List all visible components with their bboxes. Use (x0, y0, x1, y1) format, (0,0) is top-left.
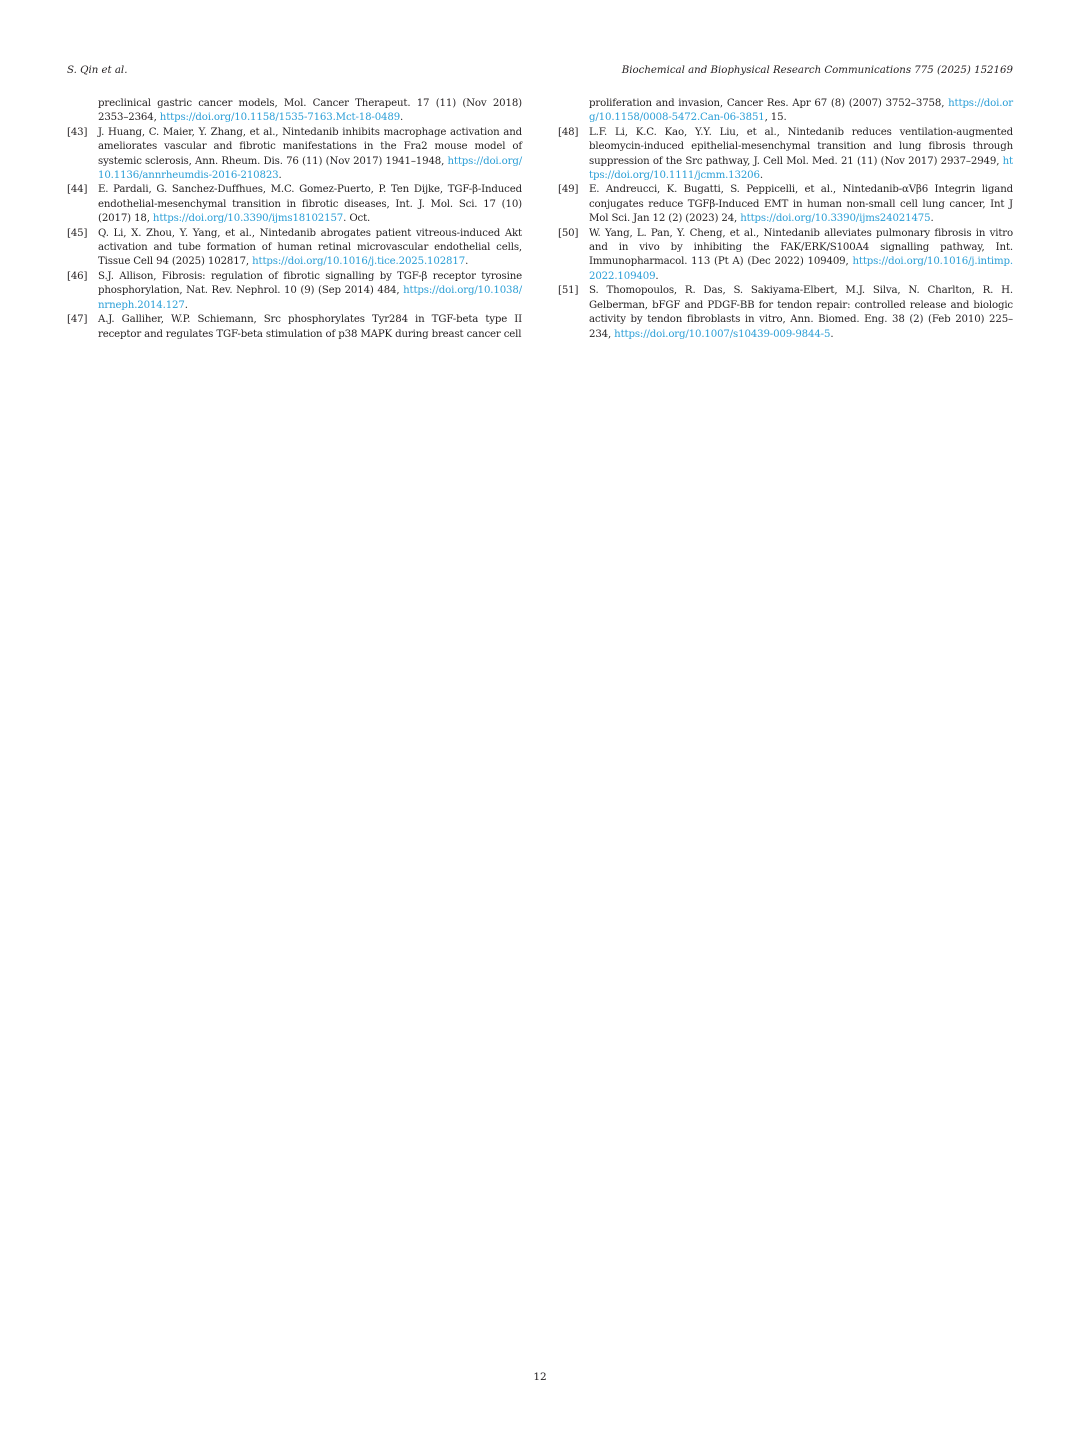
reference-text (98, 183, 522, 226)
reference-citation: S.J. Allison, Fibrosis: regulation of fibrotic signalling by TGF-β receptor tyrosine phosphorylation, Nat. Rev. Nephrol. 10 (9) (Sep 2014) 484, (98, 270, 522, 297)
reference-suffix: . (830, 328, 834, 340)
doi-link[interactable]: https://doi.org/10.1158/0008-5472.Can-06-3851 (589, 98, 1013, 124)
page-number: 12 (533, 1371, 547, 1383)
reference-item (558, 227, 1013, 285)
reference-suffix: , 15. (764, 112, 787, 124)
reference-number: [45] (67, 227, 88, 239)
doi-link[interactable]: https://doi.org/10.3390/ijms18102157 (152, 213, 344, 225)
doi-link[interactable]: https://doi.org/10.1038/nrneph.2014.127 (98, 285, 522, 311)
reference-suffix: . (759, 170, 763, 182)
reference-citation: preclinical gastric cancer models, Mol. Cancer Therapeut. 17 (11) (Nov 2018) 2353–2364, (98, 98, 522, 124)
reference-item (67, 183, 522, 226)
reference-item (67, 126, 522, 184)
reference-item (558, 183, 1013, 226)
reference-text (589, 126, 1013, 184)
reference-citation: proliferation and invasion, Cancer Res. Apr 67 (8) (2007) 3752–3758, (589, 98, 949, 109)
doi-link[interactable]: https://doi.org/10.3390/ijms24021475 (740, 213, 931, 225)
right-column (558, 97, 1013, 342)
reference-suffix: . (184, 299, 188, 311)
reference-text (589, 284, 1013, 342)
reference-text (98, 97, 522, 126)
reference-number: [46] (67, 270, 88, 282)
doi-link[interactable]: https://doi.org/10.1016/j.tice.2025.102817 (252, 256, 466, 268)
reference-item (67, 227, 522, 270)
reference-number: [50] (558, 227, 579, 239)
running-head-journal: Biochemical and Biophysical Research Communications 775 (2025) 152169 (621, 65, 1013, 76)
reference-citation: Q. Li, X. Zhou, Y. Yang, et al., Nintedanib abrogates patient vitreous-induced Akt activation and tube formation of human retinal microvascular endothelial cells, Tissue Cell 94 (2025) 102817, (98, 227, 522, 268)
reference-citation: A.J. Galliher, W.P. Schiemann, Src phosphorylates Tyr284 in TGF-beta type II receptor and regulates TGF-beta stimulation of p38 MAPK during breast cancer cell (98, 314, 522, 340)
reference-text (589, 227, 1013, 285)
reference-number: [44] (67, 184, 88, 196)
doi-link[interactable]: https://doi.org/10.1158/1535-7163.Mct-18-0489 (159, 112, 401, 124)
doi-link[interactable]: https://doi.org/10.1136/annrheumdis-2016-210823 (98, 155, 522, 182)
reference-suffix: . (930, 213, 934, 225)
reference-number: [43] (67, 126, 88, 138)
left-column (67, 97, 522, 342)
reference-citation: S. Thomopoulos, R. Das, S. Sakiyama-Elbert, M.J. Silva, N. Charlton, R. H. Gelberman, bFGF and PDGF-BB for tendon repair: controlled release and biologic activity by tendon fibroblasts in vitro, Ann. Biomed. Eng. 38 (2) (Feb 2010) 225–234, (589, 285, 1013, 340)
reference-text (98, 270, 522, 313)
reference-citation: E. Pardali, G. Sanchez-Duffhues, M.C. Gomez-Puerto, P. Ten Dijke, TGF-β-Induced endothelial-mesenchymal transition in fibrotic diseases, Int. J. Mol. Sci. 17 (10) (2017) 18, (98, 184, 522, 225)
reference-citation: L.F. Li, K.C. Kao, Y.Y. Liu, et al., Nintedanib reduces ventilation-augmented bleomycin-induced epithelial-mesenchymal transition and lung fibrosis through suppression of the Src pathway, J. Cell Mol. Med. 21 (11) (Nov 2017) 2937–2949, (589, 126, 1013, 167)
reference-suffix: . (400, 112, 404, 124)
reference-citation: J. Huang, C. Maier, Y. Zhang, et al., Nintedanib inhibits macrophage activation and ameliorates vascular and fibrotic manifestations in the Fra2 mouse model of systemic sclerosis, Ann. Rheum. Dis. 76 (11) (Nov 2017) 1941–1948, (98, 126, 522, 167)
reference-number: [47] (67, 314, 88, 326)
reference-number: [48] (558, 126, 579, 138)
reference-text (98, 313, 522, 342)
running-head (67, 64, 1013, 78)
reference-text (98, 126, 522, 184)
reference-list (67, 97, 1013, 342)
reference-item (558, 284, 1013, 342)
doi-link[interactable]: https://doi.org/10.1007/s10439-009-9844-5 (614, 328, 831, 340)
reference-citation: W. Yang, L. Pan, Y. Cheng, et al., Nintedanib alleviates pulmonary fibrosis in vitro and in vivo by inhibiting the FAK/ERK/S100A4 signalling pathway, Int. Immunopharmacol. 113 (Pt A) (Dec 2022) 109409, (589, 227, 1013, 268)
reference-text (589, 183, 1013, 226)
reference-item (558, 97, 1013, 126)
reference-text (589, 97, 1013, 126)
reference-item (67, 97, 522, 126)
reference-item (558, 126, 1013, 184)
reference-text (98, 227, 522, 270)
reference-number: [51] (558, 285, 579, 297)
reference-citation: E. Andreucci, K. Bugatti, S. Peppicelli, et al., Nintedanib-αVβ6 Integrin ligand conjugates reduce TGFβ-Induced EMT in human non-small cell lung cancer, Int J Mol Sci. Jan 12 (2) (2023) 24, (589, 184, 1013, 225)
reference-number: [49] (558, 184, 579, 196)
reference-item (67, 270, 522, 313)
doi-link[interactable]: https://doi.org/10.1111/jcmm.13206 (589, 155, 1013, 182)
running-head-authors: S. Qin et al. (67, 65, 128, 76)
reference-item (67, 313, 522, 342)
reference-suffix: . Oct. (343, 213, 371, 225)
doi-link[interactable]: https://doi.org/10.1016/j.intimp.2022.109409 (589, 256, 1013, 282)
reference-suffix: . (278, 170, 282, 182)
reference-suffix: . (465, 256, 469, 268)
reference-suffix: . (655, 270, 659, 282)
